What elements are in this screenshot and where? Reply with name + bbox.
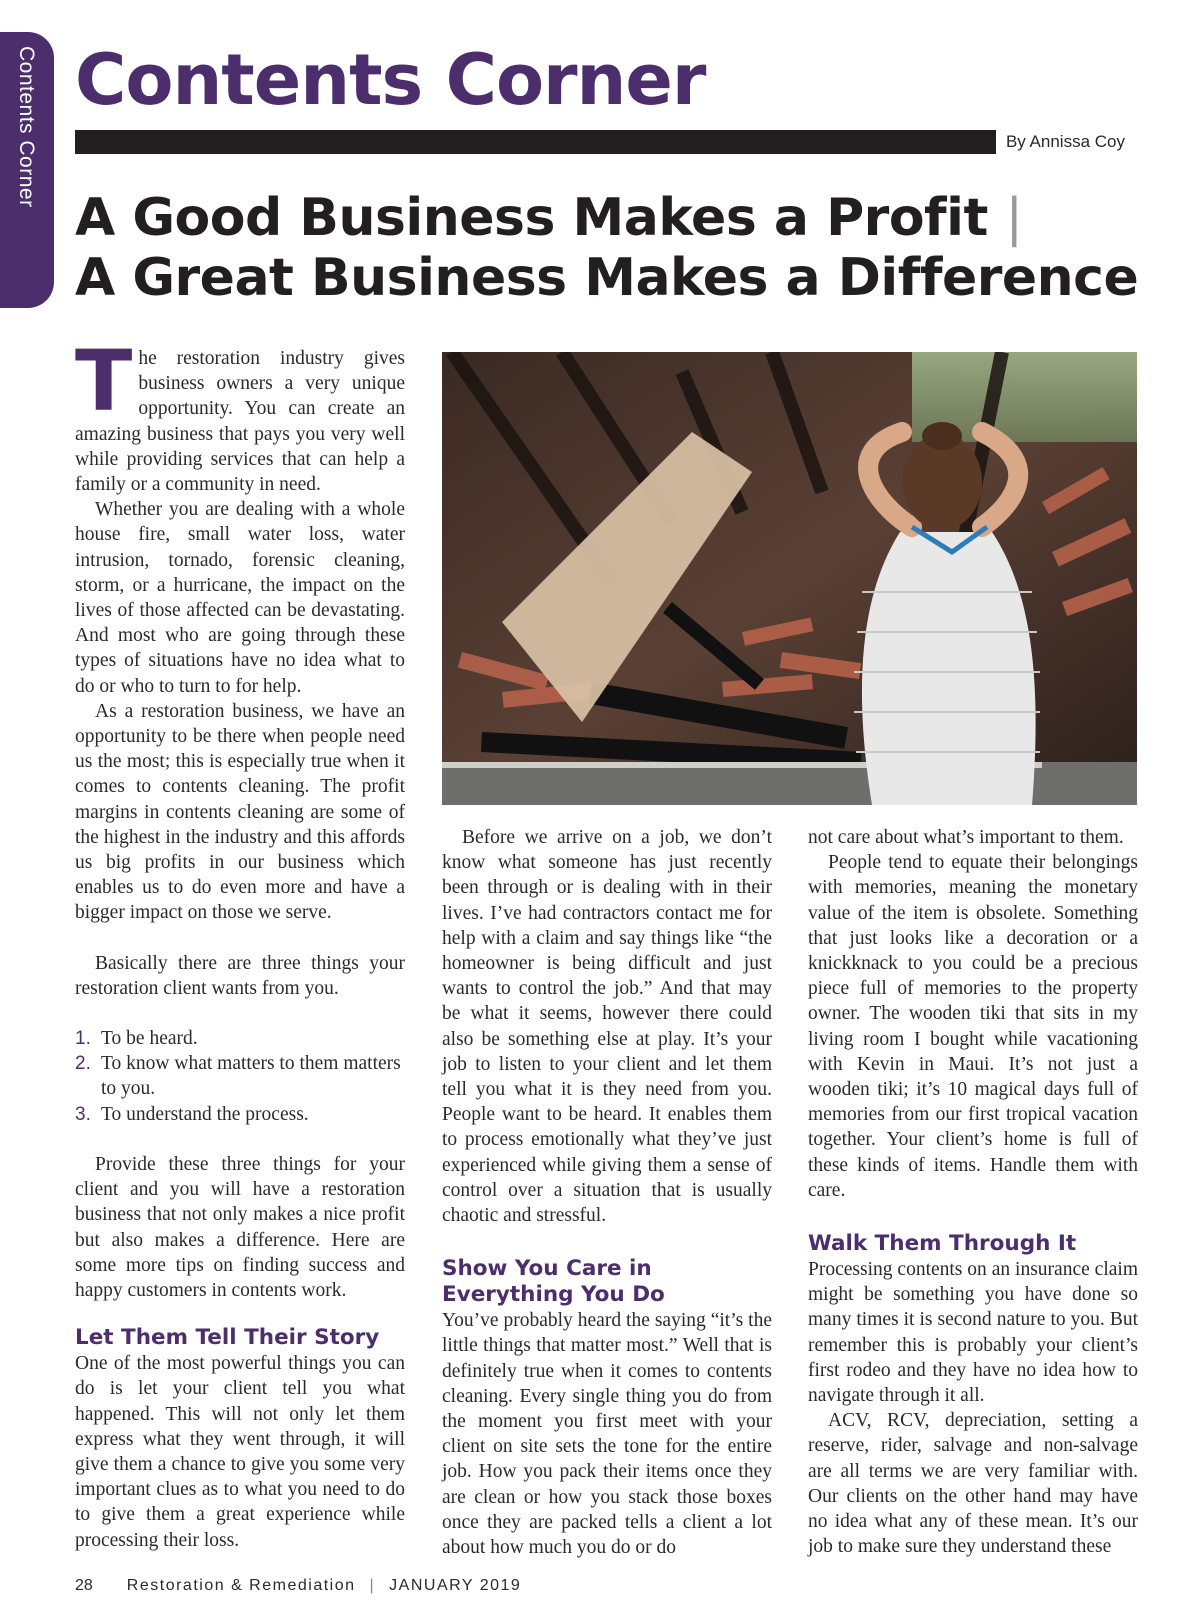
issue-date: JANUARY 2019: [389, 1577, 522, 1594]
subheading: Let Them Tell Their Story: [75, 1325, 380, 1351]
publication-name: Restoration & Remediation: [126, 1577, 356, 1594]
byline: By Annissa Coy: [996, 130, 1137, 154]
dropcap: T: [75, 332, 133, 430]
paragraph: Processing contents on an insurance claim might be something you have done so many times it is second nature to you. But remember this is probably your client’s first rodeo and they have no idea how to navigate through it all.: [808, 1259, 1138, 1407]
footer-separator: |: [369, 1577, 376, 1594]
intro-paragraph: The restoration industry gives business owners a very unique opportunity. You can create an amazing business that pays you very well while providing services that can help a family or a community in need.: [75, 332, 405, 496]
side-tab: [0, 32, 54, 308]
list-item: 3. To understand the process.: [75, 1103, 309, 1125]
paragraph: not care about what’s important to them.: [808, 827, 1124, 848]
article-photo: [442, 352, 1137, 805]
page-number: 28: [75, 1577, 93, 1594]
paragraph: Whether you are dealing with a whole house fire, small water loss, water intrusion, tornado, forensic cleaning, storm, or a hurricane, the impact on the lives of those affected can be devastating. And most who are going through these types of situations have no idea what to do or who to turn to for help.: [75, 499, 405, 697]
section-title: Contents Corner: [75, 39, 706, 121]
paragraph: You’ve probably heard the saying “it’s the little things that matter most.” Well that is definitely true when it comes to contents cleaning. Every single thing you do from the moment you first meet with your client on site sets the tone for the entire job. How you pack their items once they are clean or how you stack those boxes once they are packed tells a client a lot about how much you do or do: [442, 1310, 772, 1559]
subheading: Walk Them Through It: [808, 1231, 1077, 1257]
paragraph: Provide these three things for your client and you will have a restoration business that not only makes a nice profit but also makes a difference. Here are some more tips on finding success and happy customers in contents work.: [75, 1153, 405, 1301]
numbered-list: [75, 1026, 405, 1127]
article-column-1: [75, 332, 405, 1553]
paragraph: As a restoration business, we have an opportunity to be there when people need us the most; this is especially true when it comes to contents cleaning. The profit margins in contents cleaning are some of the highest in the industry and this affords us big profits in our business which enables us to do even more and have a bigger impact on those we serve.: [75, 700, 405, 924]
subheading: Show You Care in Everything You Do: [442, 1256, 665, 1308]
headline-line1: A Good Business Makes a Profit: [75, 188, 988, 248]
article-column-2: [442, 825, 772, 1560]
list-item: 1. To be heard.: [75, 1028, 198, 1050]
page-footer: [75, 1577, 521, 1595]
photo-woman-burned-house-icon: [442, 352, 1137, 805]
headline: [75, 188, 1155, 308]
paragraph: People tend to equate their belongings with memories, meaning the monetary value of the item is obsolete. Something that just looks like a decoration or a knickknack to you could be a precious piece full of memories to the property owner. The wooden tiki that sits in my living room I bought while vacationing with Kevin in Maui. It’s not just a wooden tiki; it’s 10 magical days full of memories from our first tropical vacation together. Your client’s home is full of these kinds of items. Handle them with care.: [808, 852, 1138, 1201]
headline-separator: |: [1005, 188, 1023, 248]
headline-line2: A Great Business Makes a Difference: [75, 248, 1139, 308]
paragraph: Basically there are three things your restoration client wants from you.: [75, 952, 405, 999]
list-item: 2. To know what matters to them matters to you.: [75, 1053, 401, 1100]
paragraph: ACV, RCV, depreciation, setting a reserve, rider, salvage and non-salvage are all terms we are very familiar with. Our clients on the other hand may have no idea what any of these mean. It’s our job to make sure they understand these: [808, 1410, 1138, 1558]
paragraph: Before we arrive on a job, we don’t know what someone has just recently been through or is dealing with in their lives. I’ve had contractors contact me for help with a claim and say things like “the homeowner is being difficult and just wants to control the job.” And that may be what it seems, however there could also be something else at play. It’s your job to listen to your client and let them tell you what it is they need from you. People want to be heard. It enables them to process emotionally what they’ve just experienced while giving them a sense of control over a situation that is usually chaotic and stressful.: [442, 827, 772, 1227]
header-rule: [75, 130, 1137, 154]
paragraph: One of the most powerful things you can do is let your client tell you what happened. This will not only let them express what they went through, it will give them a chance to give you some very important clues as to what you need to do to give them a great experience while processing their loss.: [75, 1353, 405, 1551]
article-column-3: [808, 825, 1138, 1559]
side-tab-label: Contents Corner: [15, 46, 38, 208]
